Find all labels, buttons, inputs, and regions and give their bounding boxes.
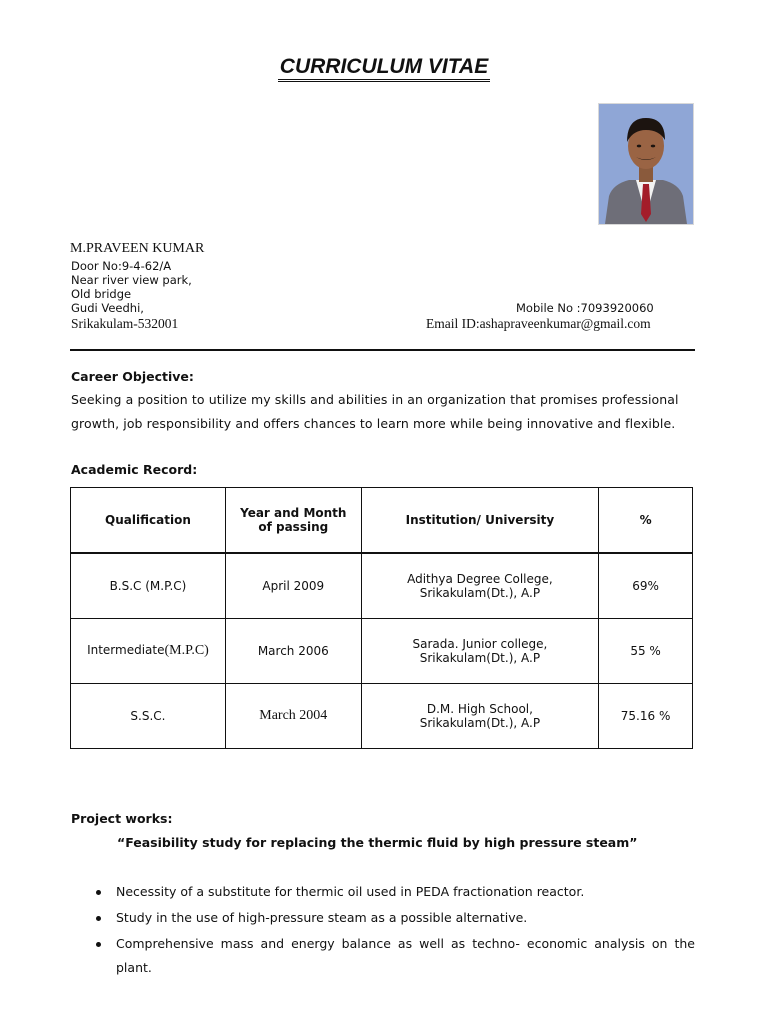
bullet-icon	[96, 916, 101, 921]
address-city: Srikakulam-532001	[71, 316, 179, 331]
email-address: Email ID:ashapraveenkumar@gmail.com	[426, 316, 651, 331]
list-item	[92, 880, 695, 904]
list-item	[92, 906, 695, 930]
cell-percent: 75.16 %	[599, 684, 693, 749]
column-header-year: Year and Month of passing	[225, 488, 361, 554]
academic-record-table	[70, 487, 693, 749]
list-item-text: Necessity of a substitute for thermic oil used in PEDA fractionation reactor.	[116, 884, 585, 899]
project-title: “Feasibility study for replacing the thermic fluid by high pressure steam”	[117, 835, 638, 850]
career-objective-line-1: Seeking a position to utilize my skills and abilities in an organization that promises professional	[71, 392, 679, 407]
project-bullet-list	[92, 880, 695, 982]
table-row	[71, 553, 693, 619]
column-header-percent: %	[599, 488, 693, 554]
table-header-row	[71, 488, 693, 554]
cell-institution	[361, 684, 599, 749]
institution-name: Sarada. Junior college,	[412, 637, 548, 651]
address-line-3: Old bridge	[71, 287, 132, 301]
list-item-text: Comprehensive mass and energy balance as well as techno- economic analysis on the plant.	[116, 936, 695, 975]
profile-photo	[598, 103, 694, 225]
candidate-name: M.PRAVEEN KUMAR	[70, 241, 205, 256]
cell-qualification: S.S.C.	[71, 684, 226, 749]
cell-qualification	[71, 619, 226, 684]
cell-percent: 55 %	[599, 619, 693, 684]
column-header-qualification: Qualification	[71, 488, 226, 554]
table-row	[71, 619, 693, 684]
career-objective-line-2: growth, job responsibility and offers chances to learn more while being innovative and flexible.	[71, 416, 676, 431]
qualification-stream: (M.P.C)	[164, 643, 209, 658]
list-item-text: Study in the use of high-pressure steam as a possible alternative.	[116, 910, 528, 925]
institution-location: Srikakulam(Dt.), A.P	[419, 716, 541, 730]
institution-location: Srikakulam(Dt.), A.P	[419, 586, 541, 600]
career-objective-heading: Career Objective:	[71, 369, 194, 384]
cell-year: April 2009	[225, 553, 361, 619]
address-line-1: Door No:9-4-62/A	[71, 259, 172, 273]
cell-institution	[361, 619, 599, 684]
qualification-text: Intermediate	[87, 643, 165, 657]
bullet-icon	[96, 942, 101, 947]
list-item	[92, 932, 695, 980]
table-row	[71, 684, 693, 749]
address-line-4: Gudi Veedhi,	[71, 301, 144, 315]
institution-location: Srikakulam(Dt.), A.P	[419, 651, 541, 665]
cell-institution	[361, 553, 599, 619]
academic-record-heading: Academic Record:	[71, 462, 198, 477]
bullet-icon	[96, 890, 101, 895]
document-title	[0, 55, 768, 82]
cell-year: March 2006	[225, 619, 361, 684]
cell-qualification: B.S.C (M.P.C)	[71, 553, 226, 619]
address-line-2: Near river view park,	[71, 273, 192, 287]
person-photo-icon	[599, 104, 693, 224]
column-header-institution: Institution/ University	[361, 488, 599, 554]
cell-year: March 2004	[225, 684, 361, 749]
institution-name: Adithya Degree College,	[407, 572, 553, 586]
header-divider	[70, 349, 695, 351]
institution-name: D.M. High School,	[426, 702, 533, 716]
project-works-heading: Project works:	[71, 811, 173, 826]
mobile-number: Mobile No :7093920060	[516, 301, 654, 315]
document-title-text: CURRICULUM VITAE	[278, 55, 490, 82]
cell-percent: 69%	[599, 553, 693, 619]
